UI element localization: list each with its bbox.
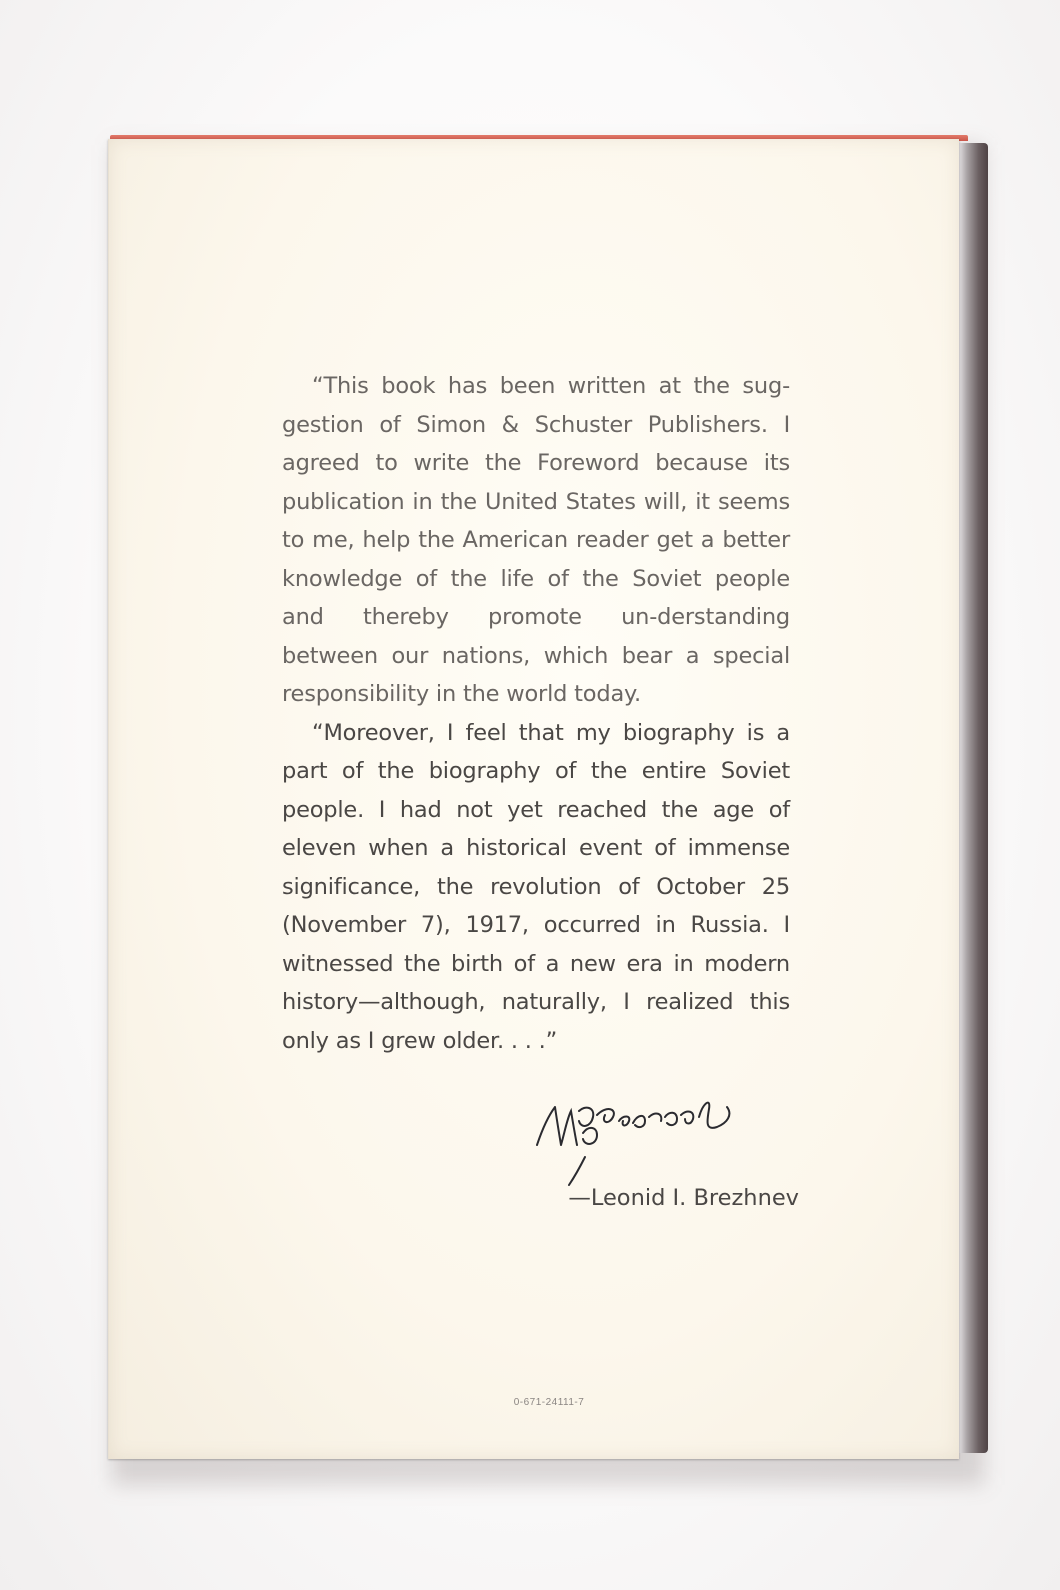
- signature: [527, 1087, 777, 1187]
- quote-paragraph-1: “This book has been written at the sug-gestion of Simon & Schuster Publishers. I agreed to write the Foreword because its publication in the United States will, it seems to me, help the American reader get a better knowledge of the life of the Soviet people and thereby promote un-derstanding between our nations, which bear a special responsibility in the world today.: [282, 373, 790, 707]
- back-cover: [108, 139, 959, 1459]
- book: [108, 135, 988, 1480]
- signature-stroke-2: [597, 1103, 729, 1128]
- quote-paragraph-2: “Moreover, I feel that my biography is a part of the biography of the entire Soviet people. I had not yet reached the age of eleven when a historical event of immense significance, the revolution of October 25 (November 7), 1917, occurred in Russia. I witnessed the birth of a new era in modern history—although, naturally, I realized this only as I grew older. . . .”: [282, 719, 790, 1054]
- foreword-quote: [282, 367, 790, 1060]
- isbn: 0-671-24111-7: [513, 1397, 585, 1408]
- signature-stroke: [537, 1107, 597, 1185]
- attribution: —Leonid I. Brezhnev: [568, 1185, 799, 1211]
